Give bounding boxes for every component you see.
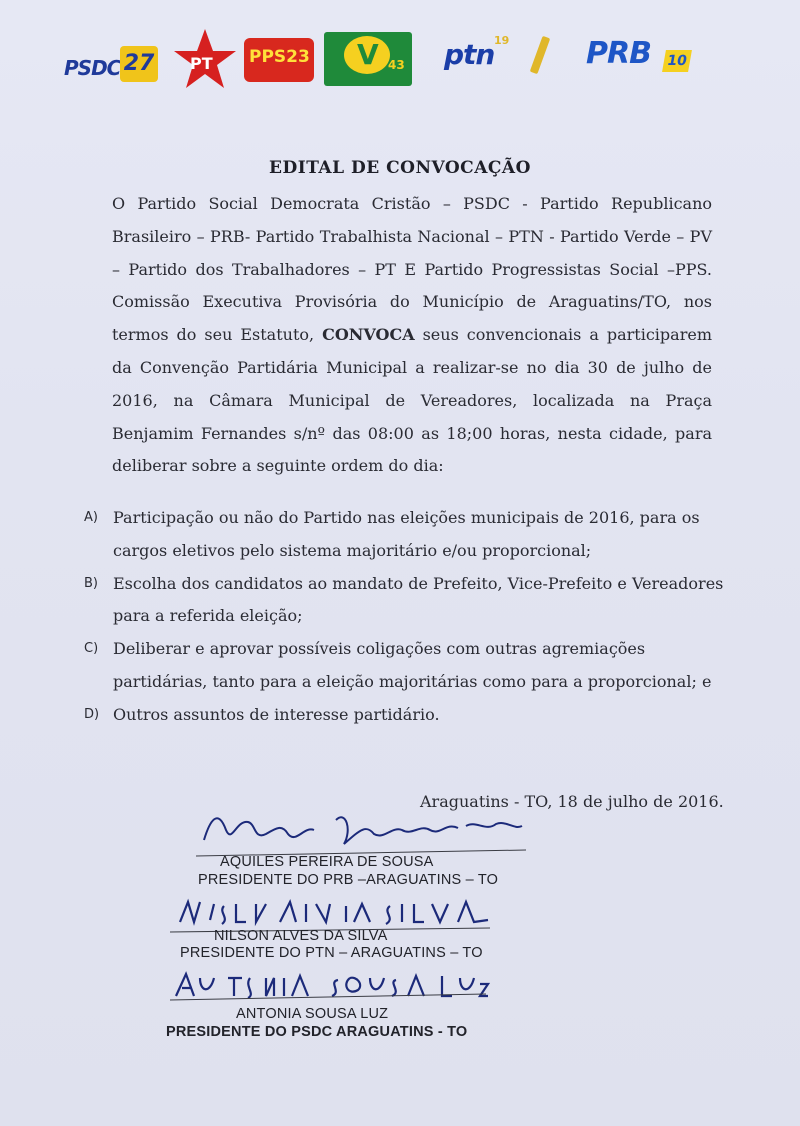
pt-logo: PT xyxy=(172,28,238,90)
signer-role: PRESIDENTE DO PRB –ARAGUATINS – TO xyxy=(198,872,499,888)
list-item: C) Deliberar e aprovar possíveis coligações com outras agremiações partidárias, tanto para a eleição majoritárias como para a proporcional; e xyxy=(84,639,712,691)
party-logos xyxy=(60,26,760,92)
convocation-paragraph: O Partido Social Democrata Cristão – PSDC - Partido Republicano Brasileiro – PRB- Partido Trabalhista Nacional – PTN - Partido Verde – PV – Partido dos Trabalhadores – PT E Partido Progressistas Social –PPS. Comissão Executiva Provisória do Município de Araguatins/TO, nos termos do seu Estatuto, CONVOCA seus convencionais a participarem da Convenção Partidária Municipal a realizar-se no dia 30 de julho de 2016, na Câmara Municipal de Vereadores, localizada na Praça Benjamim Fernandes s/nº das 08:00 as 18;00 horas, nesta cidade, para deliberar sobre a seguinte ordem do dia: xyxy=(112,194,712,476)
ptn-logo: ptn 19 xyxy=(444,34,554,82)
list-item: B) Escolha dos candidatos ao mandato de Prefeito, Vice-Prefeito e Vereadores para a referida eleição; xyxy=(84,573,724,626)
pv-logo: V 43 xyxy=(324,32,412,86)
signer-name: ANTONIA SOUSA LUZ xyxy=(236,1006,389,1022)
place-date: Araguatins - TO, 18 de julho de 2016. xyxy=(420,792,724,811)
list-item: A) Participação ou não do Partido nas eleições municipais de 2016, para os cargos eletivos pelo sistema majoritário e/ou proporcional; xyxy=(84,508,700,560)
signer-role: PRESIDENTE DO PTN – ARAGUATINS – TO xyxy=(180,945,483,961)
signer-name: AQUILES PEREIRA DE SOUSA xyxy=(220,854,434,870)
prb-logo: PRB 10 xyxy=(586,36,696,82)
signer-role: PRESIDENTE DO PSDC ARAGUATINS - TO xyxy=(166,1024,468,1040)
agenda-list xyxy=(84,502,724,732)
list-item: D) Outros assuntos de interesse partidário. xyxy=(84,704,440,724)
convoca-emphasis: CONVOCA xyxy=(322,325,415,345)
psdc-logo: PSDC 27 xyxy=(60,34,160,84)
document-title: EDITAL DE CONVOCAÇÃO xyxy=(269,158,531,178)
signer-name: NILSON ALVES DA SILVA xyxy=(214,928,388,944)
pen-icon xyxy=(530,36,551,74)
signature-antonia xyxy=(170,964,490,1008)
signature-aquiles xyxy=(196,800,536,860)
pps-logo: PPS23 xyxy=(244,38,314,82)
